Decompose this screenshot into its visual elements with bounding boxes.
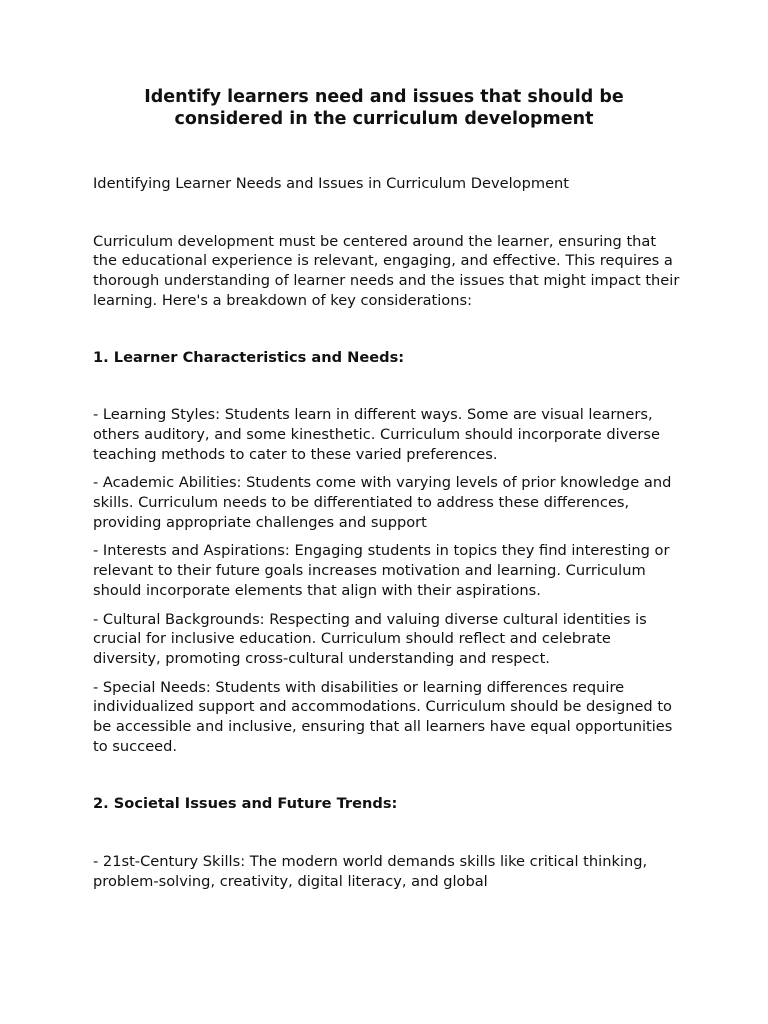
- list-item: - Special Needs: Students with disabilities or learning differences require individualized support and accommodations. Curriculum should be designed to be accessible and inclusive, ensuring that all learners have equal opportunities to succeed.: [93, 678, 673, 755]
- document-subtitle: Identifying Learner Needs and Issues in Curriculum Development: [93, 175, 570, 192]
- list-item: - Learning Styles: Students learn in different ways. Some are visual learners, others auditory, and some kinesthetic. Curriculum should incorporate diverse teaching methods to cater to these varied preferences.: [93, 406, 660, 463]
- list-item: - Academic Abilities: Students come with varying levels of prior knowledge and skills. Curriculum needs to be differentiated to address these differences, providing appropriate challenges and support: [93, 474, 672, 531]
- list-item: - Cultural Backgrounds: Respecting and valuing diverse cultural identities is crucial for inclusive education. Curriculum should reflect and celebrate diversity, promoting cross-cultural understanding and respect.: [93, 610, 647, 667]
- section-heading-1: 1. Learner Characteristics and Needs:: [93, 348, 405, 366]
- title-line-2: considered in the curriculum development: [174, 109, 594, 129]
- intro-paragraph: Curriculum development must be centered around the learner, ensuring that the educational experience is relevant, engaging, and effective. This requires a thorough understanding of learner needs and the issues that might impact their learning. Here's a breakdown of key considerations:: [93, 232, 680, 309]
- section-heading-2: 2. Societal Issues and Future Trends:: [93, 795, 398, 813]
- document-body: [93, 174, 683, 901]
- document-title: [80, 86, 688, 130]
- list-item: - Interests and Aspirations: Engaging students in topics they find interesting or relevant to their future goals increases motivation and learning. Curriculum should incorporate elements that align with their aspirations.: [93, 542, 670, 599]
- list-item: - 21st-Century Skills: The modern world demands skills like critical thinking, problem-solving, creativity, digital literacy, and global: [93, 853, 648, 890]
- title-line-1: Identify learners need and issues that should be: [144, 87, 624, 107]
